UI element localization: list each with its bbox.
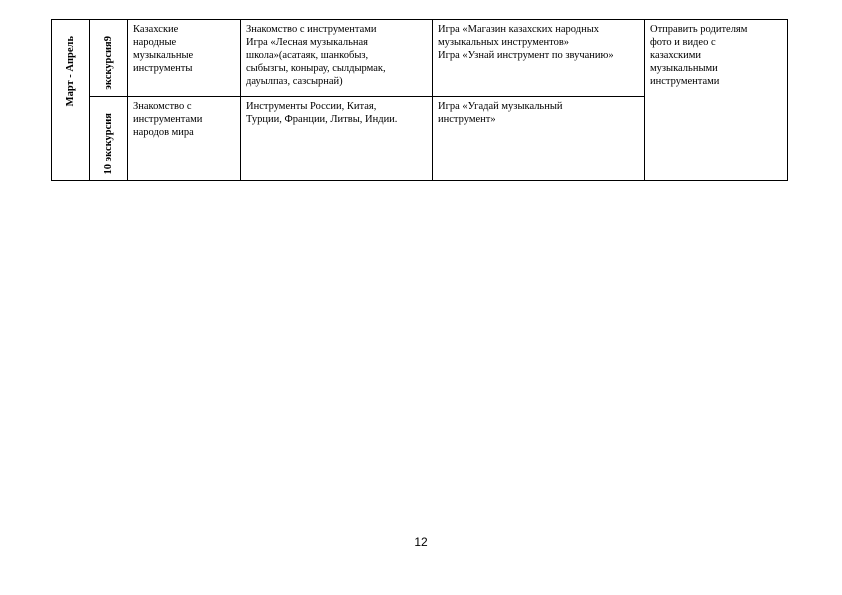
period-label: Март - Апрель: [64, 36, 76, 107]
content-cell: Знакомство с инструментами Игра «Лесная музыкальная школа»(асатаяк, шанкобыз, сыбызгы, конырау, сылдырмак, дауылпаз, сазсырнай): [241, 20, 433, 97]
excursion-label: 10 экскурсия: [102, 112, 114, 175]
excursion-cell: [90, 20, 128, 97]
games-cell: Игра «Магазин казахских народных музыкальных инструментов» Игра «Узнай инструмент по звучанию»: [433, 20, 645, 97]
excursion-label: экскурсия9: [102, 36, 114, 90]
activity-plan-table: [51, 19, 788, 181]
table-row: [52, 20, 788, 97]
excursion-cell: [90, 96, 128, 181]
topic-cell: Казахские народные музыкальные инструменты: [128, 20, 241, 97]
topic-cell: Знакомство с инструментами народов мира: [128, 96, 241, 181]
content-cell: Инструменты России, Китая, Турции, Франции, Литвы, Индии.: [241, 96, 433, 181]
games-cell: Игра «Угадай музыкальный инструмент»: [433, 96, 645, 181]
parents-cell: Отправить родителям фото и видео с казахскими музыкальными инструментами: [645, 20, 788, 181]
page-number: 12: [414, 535, 428, 549]
period-cell: [52, 20, 90, 181]
